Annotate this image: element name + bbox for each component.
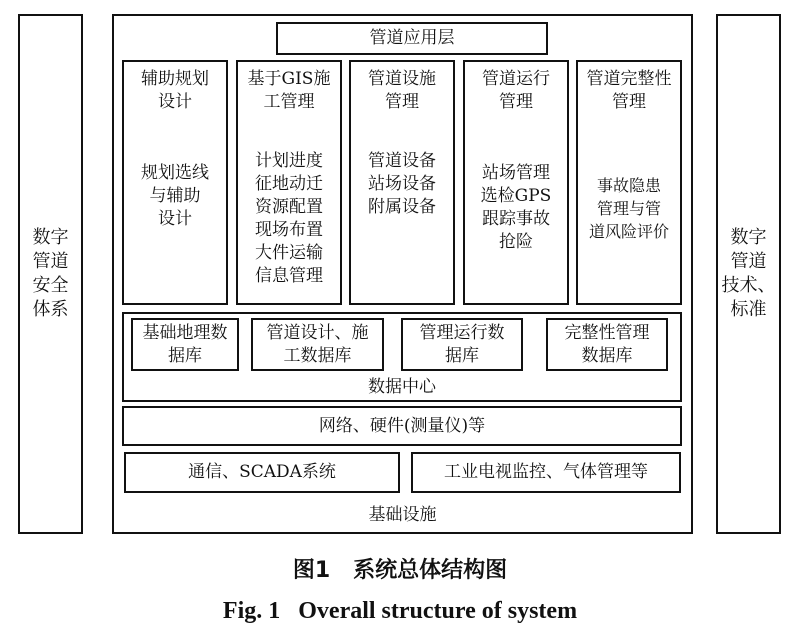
app-layer-title: 管道应用层 — [276, 22, 548, 55]
module-title: 管道设施 管理 — [368, 69, 436, 112]
module-title: 管道完整性 管理 — [586, 69, 672, 112]
safety-system-panel — [18, 14, 83, 534]
database-design-construction: 管道设计、施 工数据库 — [251, 318, 384, 371]
module-operation-management — [463, 60, 569, 305]
module-integrity-management — [576, 60, 682, 305]
figure-caption-cn: 图1 系统总体结构图 — [292, 558, 508, 583]
network-hardware: 网络、硬件(测量仪)等 — [122, 406, 682, 446]
module-body: 计划进度 征地动迁 资源配置 现场布置 大件运输 信息管理 — [255, 151, 323, 286]
database-geo: 基础地理数 据库 — [131, 318, 239, 371]
infra-communication-scada: 通信、SCADA系统 — [124, 452, 400, 493]
safety-system-label: 数字 管道 安全 体系 — [32, 227, 69, 320]
module-body: 事故隐患 管理与管 道风险评价 — [588, 176, 669, 241]
technology-standard-label: 数字 管道 技术、 标准 — [721, 227, 776, 320]
module-facility-management — [349, 60, 455, 305]
module-gis-construction — [236, 60, 342, 305]
infra-monitoring-gas: 工业电视监控、气体管理等 — [411, 452, 681, 493]
module-body: 规划选线 与辅助 设计 — [141, 163, 209, 229]
data-center-label: 数据中心 — [368, 377, 436, 397]
figure-caption-en: Fig. 1 Overall structure of system — [222, 598, 578, 624]
infrastructure-label: 基础设施 — [368, 505, 437, 525]
module-title: 辅助规划 设计 — [141, 69, 209, 112]
module-body: 管道设备 站场设备 附属设备 — [368, 151, 436, 217]
module-title: 基于GIS施 工管理 — [247, 69, 331, 112]
database-integrity: 完整性管理 数据库 — [546, 318, 668, 371]
module-body: 站场管理 选检GPS 跟踪事故 抢险 — [480, 163, 552, 252]
module-planning-design — [122, 60, 228, 305]
database-operation: 管理运行数 据库 — [401, 318, 523, 371]
technology-standard-panel — [716, 14, 781, 534]
module-title: 管道运行 管理 — [482, 69, 550, 112]
